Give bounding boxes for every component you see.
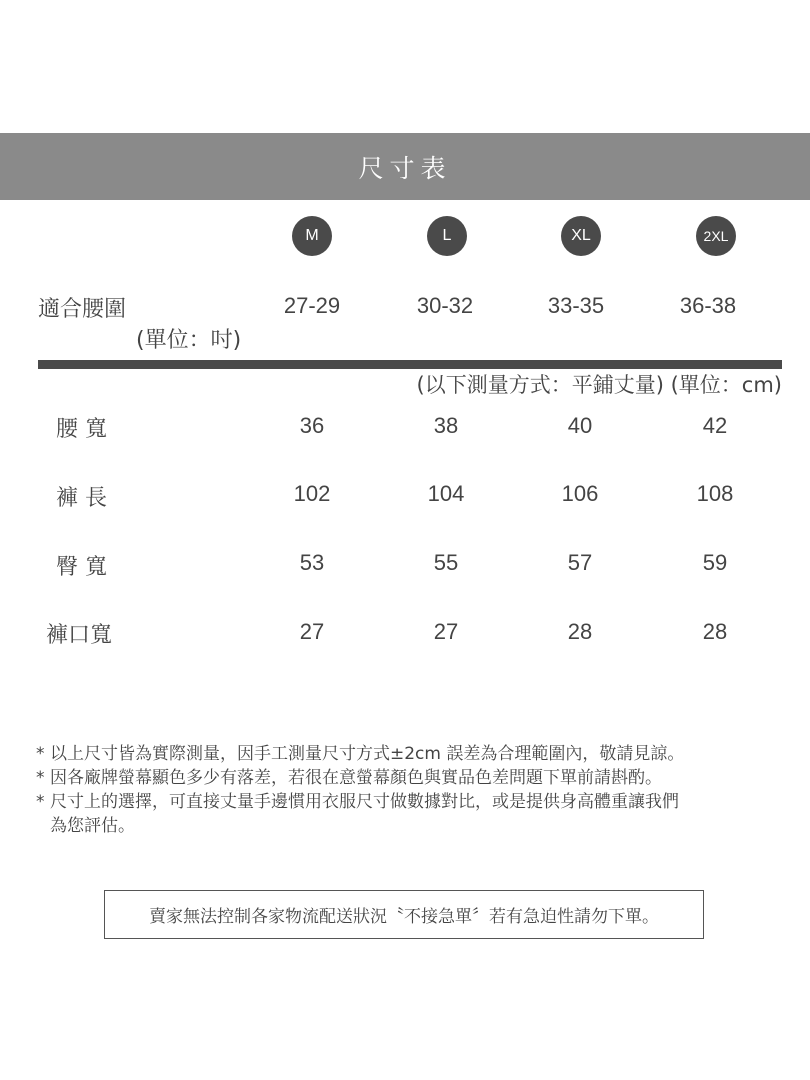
note-item <box>36 766 796 790</box>
note-text: 以上尺寸皆為實際測量，因手工測量尺寸方式±2cm 誤差為合理範圍內，敬請見諒。 <box>50 744 685 764</box>
waist-fit-value: 27-29 <box>283 293 341 318</box>
page-title: 尺寸表 <box>358 153 452 183</box>
table-cell: 102 <box>293 481 331 506</box>
waist-fit-label: 適合腰圍 <box>38 297 127 322</box>
waist-fit-value: 30-32 <box>416 293 474 318</box>
size-badge-m: M <box>292 216 332 256</box>
table-cell: 28 <box>567 619 593 644</box>
table-cell: 108 <box>696 481 734 506</box>
asterisk: * <box>36 768 45 788</box>
row-label-pants-length: 褲 長 <box>56 486 107 511</box>
table-cell: 27 <box>299 619 325 644</box>
note-text: 尺寸上的選擇，可直接丈量手邊慣用衣服尺寸做數據對比，或是提供身高體重讓我們 <box>50 792 679 812</box>
shipping-notice-text: 賣家無法控制各家物流配送狀況〝不接急單〞若有急迫性請勿下單。 <box>149 907 659 927</box>
table-cell: 106 <box>561 481 599 506</box>
note-text: 為您評估。 <box>50 816 135 836</box>
asterisk: * <box>36 744 45 764</box>
size-badge-2xl: 2XL <box>696 216 736 256</box>
note-item <box>36 790 796 814</box>
size-chart-header <box>0 133 810 200</box>
note-item-continued <box>36 814 796 838</box>
waist-fit-value: 36-38 <box>679 293 737 318</box>
table-cell: 53 <box>299 550 325 575</box>
table-cell: 59 <box>702 550 728 575</box>
section-divider <box>38 360 782 369</box>
asterisk: * <box>36 792 45 812</box>
table-cell: 40 <box>567 413 593 438</box>
table-cell: 57 <box>567 550 593 575</box>
table-cell: 42 <box>702 413 728 438</box>
table-cell: 28 <box>702 619 728 644</box>
table-cell: 104 <box>427 481 465 506</box>
shipping-notice-box <box>104 890 704 939</box>
size-badge-l: L <box>427 216 467 256</box>
table-cell: 55 <box>433 550 459 575</box>
notes-list <box>36 742 796 838</box>
measurement-method-note: (以下測量方式：平鋪丈量) (單位：cm) <box>416 373 782 397</box>
table-cell: 27 <box>433 619 459 644</box>
table-cell: 38 <box>433 413 459 438</box>
note-text: 因各廠牌螢幕顯色多少有落差，若很在意螢幕顏色與實品色差問題下單前請斟酌。 <box>50 768 662 788</box>
row-label-waist-width: 腰 寬 <box>56 417 107 442</box>
size-badge-xl: XL <box>561 216 601 256</box>
row-label-hip-width: 臀 寬 <box>56 555 107 580</box>
waist-fit-value: 33-35 <box>547 293 605 318</box>
note-item <box>36 742 796 766</box>
table-cell: 36 <box>299 413 325 438</box>
row-label-leg-opening: 褲口寬 <box>46 623 113 648</box>
waist-fit-unit: (單位：吋) <box>136 328 242 353</box>
